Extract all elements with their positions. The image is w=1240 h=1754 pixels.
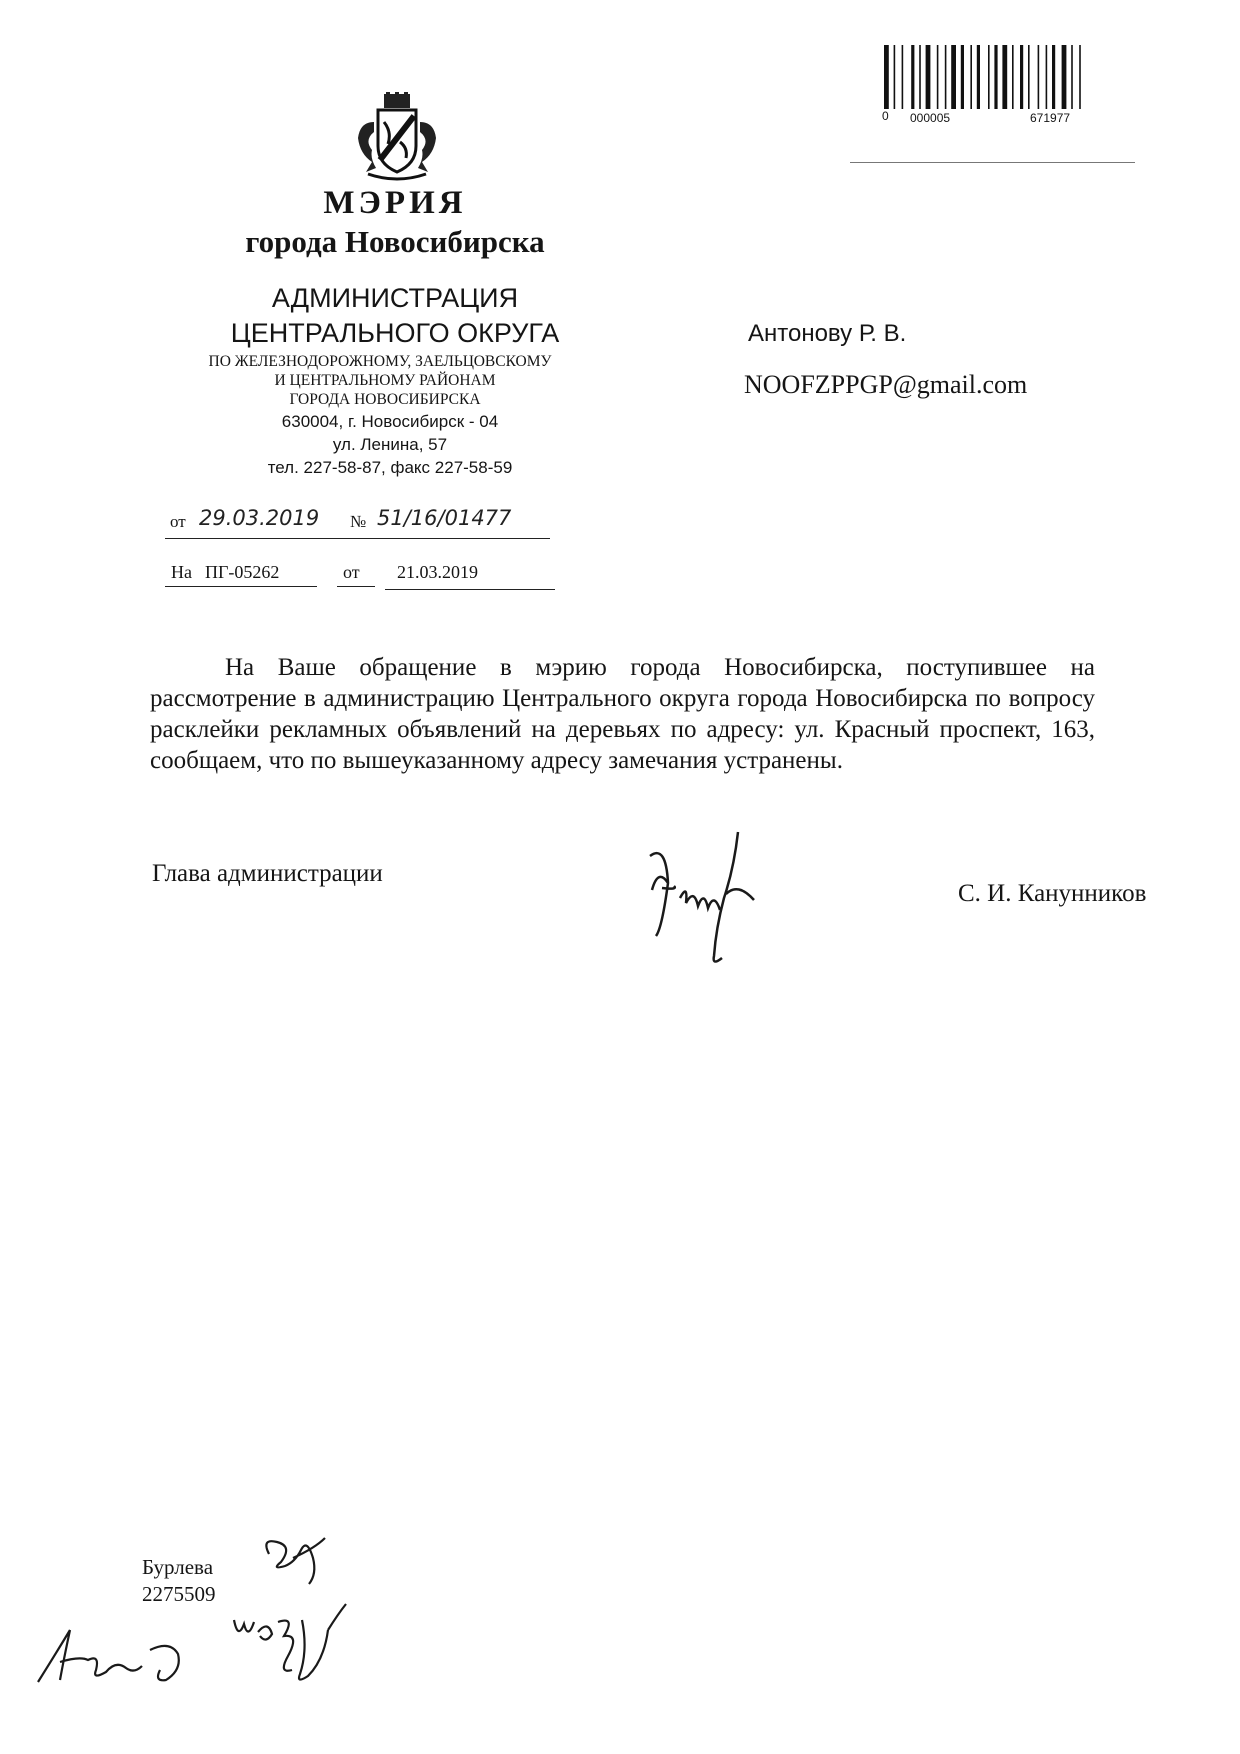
outgoing-number: 51/16/01477 bbox=[377, 506, 512, 530]
city-title: города Новосибирска bbox=[245, 224, 545, 259]
barcode-bar bbox=[994, 45, 997, 109]
barcode-bar bbox=[1046, 45, 1048, 109]
signatory-position: Глава администрации bbox=[152, 860, 383, 887]
barcode-bar bbox=[1002, 45, 1007, 109]
barcode-bar bbox=[894, 45, 896, 109]
barcode-bar bbox=[945, 45, 947, 109]
incoming-date: 21.03.2019 bbox=[397, 562, 478, 582]
barcode-bar bbox=[1028, 45, 1030, 109]
barcode-right-digits: 671977 bbox=[1030, 111, 1071, 125]
district-detail-3: ГОРОДА НОВОСИБИРСКА bbox=[289, 391, 481, 408]
barcode-bar bbox=[1079, 45, 1081, 109]
barcode-bar bbox=[884, 45, 889, 109]
barcode-bar bbox=[961, 45, 964, 109]
barcode-bar bbox=[911, 45, 914, 109]
outgoing-ref-line bbox=[165, 506, 550, 539]
barcode-bar bbox=[926, 45, 931, 109]
address-line-1: 630004, г. Новосибирск - 04 bbox=[281, 412, 499, 431]
barcode-bar bbox=[1052, 45, 1055, 109]
district-detail-1: ПО ЖЕЛЕЗНОДОРОЖНОМУ, ЗАЕЛЬЦОВСКОМУ bbox=[208, 353, 552, 370]
barcode-middle-digits: 000005 bbox=[910, 111, 951, 125]
phone-line: тел. 227-58-87, факс 227-58-59 bbox=[267, 458, 513, 477]
body-paragraph: На Ваше обращение в мэрию города Новосибирска, поступившее на рассмотрение в администрацию Центрального округа города Новосибирска по вопросу расклейки рекламных объявлений на деревьях по адресу: ул. Красный проспект, 163, сообщаем, что по вышеуказанному адресу замечания устранены. bbox=[150, 654, 1095, 774]
incoming-ref: ПГ-05262 bbox=[205, 562, 280, 582]
barcode-bar bbox=[919, 45, 921, 109]
outgoing-date: 29.03.2019 bbox=[199, 506, 320, 530]
barcode-bar bbox=[951, 45, 956, 109]
barcode-bar bbox=[1020, 45, 1023, 109]
executor-signature bbox=[255, 1518, 335, 1590]
barcode-bar bbox=[1012, 45, 1014, 109]
mayoralty-title: МЭРИЯ bbox=[323, 185, 467, 221]
barcode-bar bbox=[1071, 45, 1073, 109]
incoming-underline-3 bbox=[385, 589, 555, 590]
barcode-bar bbox=[970, 45, 972, 109]
barcode-bar bbox=[937, 45, 939, 109]
head-signature bbox=[638, 828, 788, 978]
executor-name: Бурлева bbox=[142, 1555, 214, 1579]
signatory-name: С. И. Канунников bbox=[958, 880, 1147, 907]
incoming-underline-1 bbox=[165, 586, 317, 587]
barcode-bar bbox=[977, 45, 980, 109]
incoming-date-prefix: от bbox=[343, 562, 360, 582]
incoming-ref-line bbox=[165, 562, 555, 590]
barcode-left-digits: 0 bbox=[882, 109, 889, 123]
executor-phone: 2275509 bbox=[142, 1582, 216, 1606]
administration-title: АДМИНИСТРАЦИЯ bbox=[271, 283, 519, 313]
barcode-bar bbox=[1038, 45, 1040, 109]
barcode-bar bbox=[1062, 45, 1067, 109]
barcode bbox=[880, 45, 1090, 130]
address-line-2: ул. Ленина, 57 bbox=[332, 435, 448, 454]
barcode-bar bbox=[988, 45, 990, 109]
recipient-name: Антонову Р. В. bbox=[748, 320, 907, 347]
incoming-ref-prefix: На bbox=[171, 562, 192, 582]
approval-signature-1 bbox=[30, 1610, 205, 1690]
district-title: ЦЕНТРАЛЬНОГО ОКРУГА bbox=[230, 318, 560, 348]
barcode-bar bbox=[902, 45, 904, 109]
outgoing-number-prefix: № bbox=[350, 512, 367, 531]
recipient-email: NOOFZPPGP@gmail.com bbox=[744, 370, 1028, 399]
outgoing-date-prefix: от bbox=[170, 512, 186, 531]
coat-of-arms-emblem bbox=[348, 92, 446, 184]
barcode-underline bbox=[850, 162, 1135, 163]
barcode-bars bbox=[880, 45, 1090, 109]
district-detail-2: И ЦЕНТРАЛЬНОМУ РАЙОНАМ bbox=[274, 372, 496, 389]
incoming-underline-2 bbox=[337, 586, 375, 587]
approval-signature-2 bbox=[228, 1590, 358, 1690]
